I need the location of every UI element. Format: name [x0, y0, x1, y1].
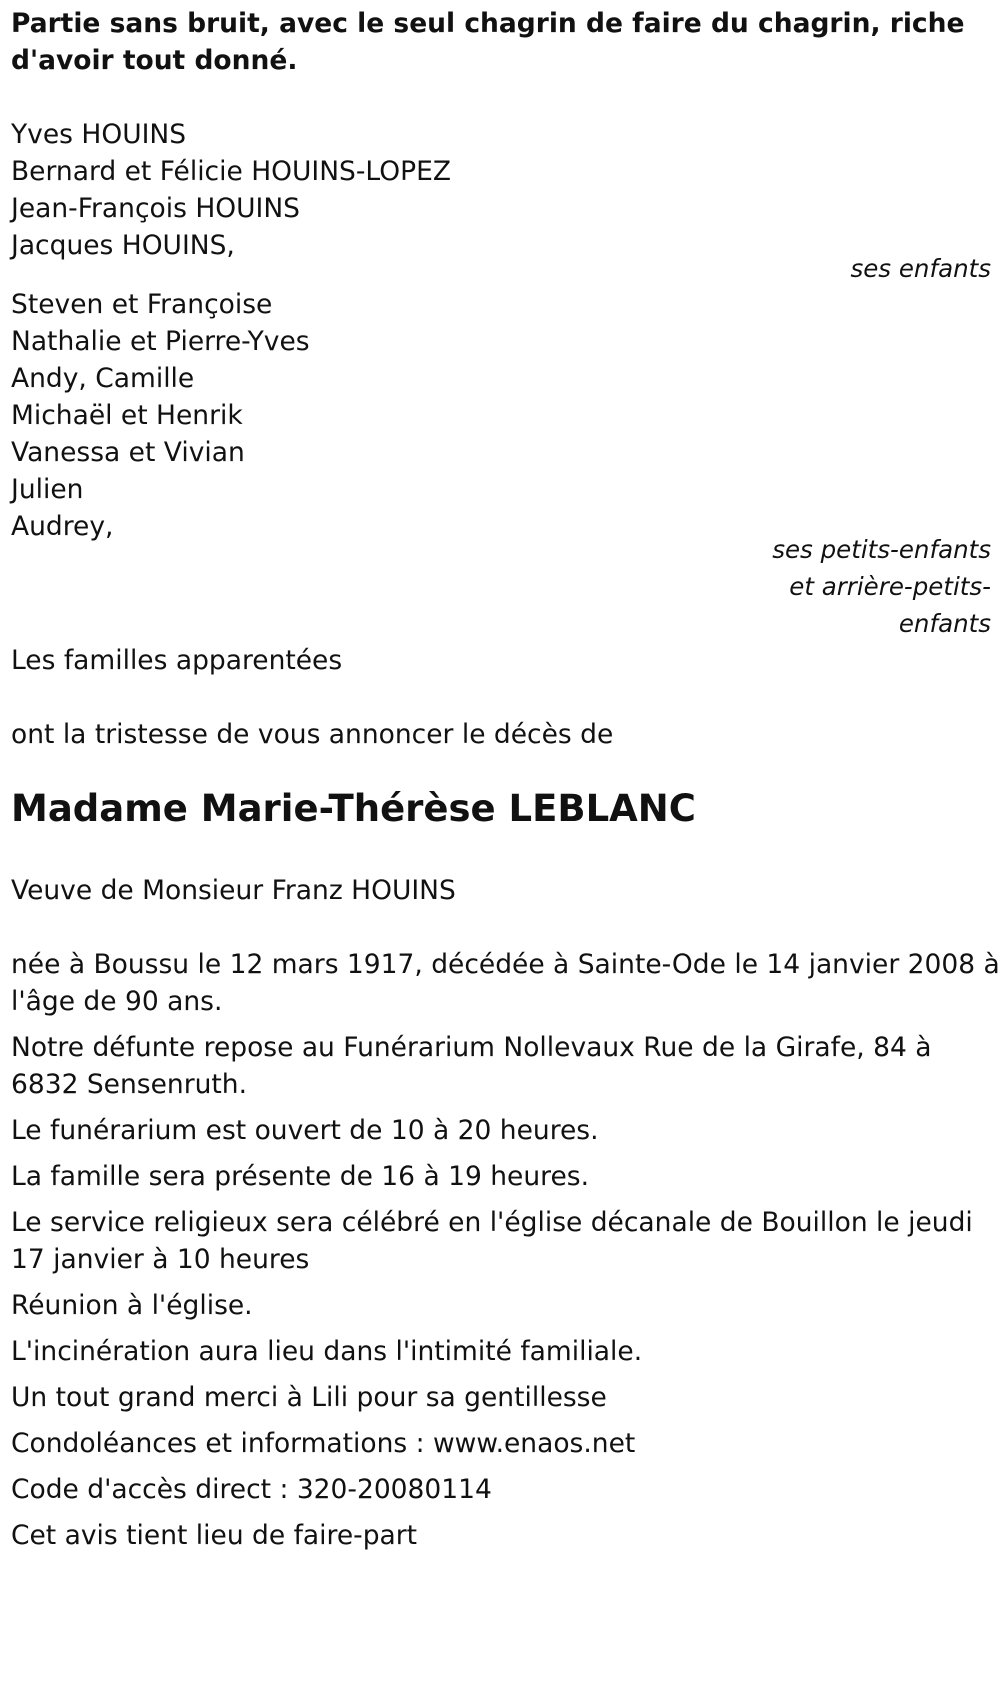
grandchild-name: Julien	[11, 474, 84, 505]
repose-line-1: Notre défunte repose au Funérarium Nollevaux Rue de la Girafe, 84 à	[11, 1032, 932, 1063]
funerarium-hours: Le funérarium est ouvert de 10 à 20 heures.	[11, 1115, 599, 1146]
child-name: Bernard et Félicie HOUINS-LOPEZ	[11, 156, 451, 187]
cremation-line: L'incinération aura lieu dans l'intimité familiale.	[11, 1336, 643, 1367]
epigraph-line-1: Partie sans bruit, avec le seul chagrin de faire du chagrin, riche	[11, 8, 965, 39]
grandchildren-role-label: et arrière-petits-	[789, 572, 991, 601]
families-line: Les familles apparentées	[11, 645, 343, 676]
widow-of-line: Veuve de Monsieur Franz HOUINS	[11, 875, 456, 906]
epigraph-line-2: d'avoir tout donné.	[11, 45, 298, 76]
birth-death-line-2: l'âge de 90 ans.	[11, 986, 223, 1017]
condolences-line: Condoléances et informations : www.enaos.net	[11, 1428, 636, 1459]
deceased-name: Madame Marie-Thérèse LEBLANC	[11, 787, 696, 830]
service-line-1: Le service religieux sera célébré en l'église décanale de Bouillon le jeudi	[11, 1207, 973, 1238]
children-role-label: ses enfants	[850, 254, 991, 283]
repose-line-2: 6832 Sensenruth.	[11, 1069, 247, 1100]
child-name: Jacques HOUINS,	[11, 230, 235, 261]
meeting-line: Réunion à l'église.	[11, 1290, 253, 1321]
grandchild-name: Vanessa et Vivian	[11, 437, 245, 468]
grandchild-name: Steven et Françoise	[11, 289, 273, 320]
notice-line: Cet avis tient lieu de faire-part	[11, 1520, 418, 1551]
family-presence: La famille sera présente de 16 à 19 heures.	[11, 1161, 589, 1192]
thanks-line: Un tout grand merci à Lili pour sa gentillesse	[11, 1382, 607, 1413]
announcement-line: ont la tristesse de vous annoncer le décès de	[11, 719, 614, 750]
service-line-2: 17 janvier à 10 heures	[11, 1244, 310, 1275]
grandchild-name: Audrey,	[11, 511, 114, 542]
child-name: Yves HOUINS	[11, 119, 187, 150]
birth-death-line-1: née à Boussu le 12 mars 1917, décédée à Sainte-Ode le 14 janvier 2008 à	[11, 949, 1000, 980]
grandchildren-role-label: enfants	[898, 609, 991, 638]
grandchild-name: Andy, Camille	[11, 363, 195, 394]
grandchildren-role-label: ses petits-enfants	[772, 535, 991, 564]
access-code-line: Code d'accès direct : 320-20080114	[11, 1474, 492, 1505]
grandchild-name: Nathalie et Pierre-Yves	[11, 326, 310, 357]
child-name: Jean-François HOUINS	[11, 193, 300, 224]
grandchild-name: Michaël et Henrik	[11, 400, 243, 431]
